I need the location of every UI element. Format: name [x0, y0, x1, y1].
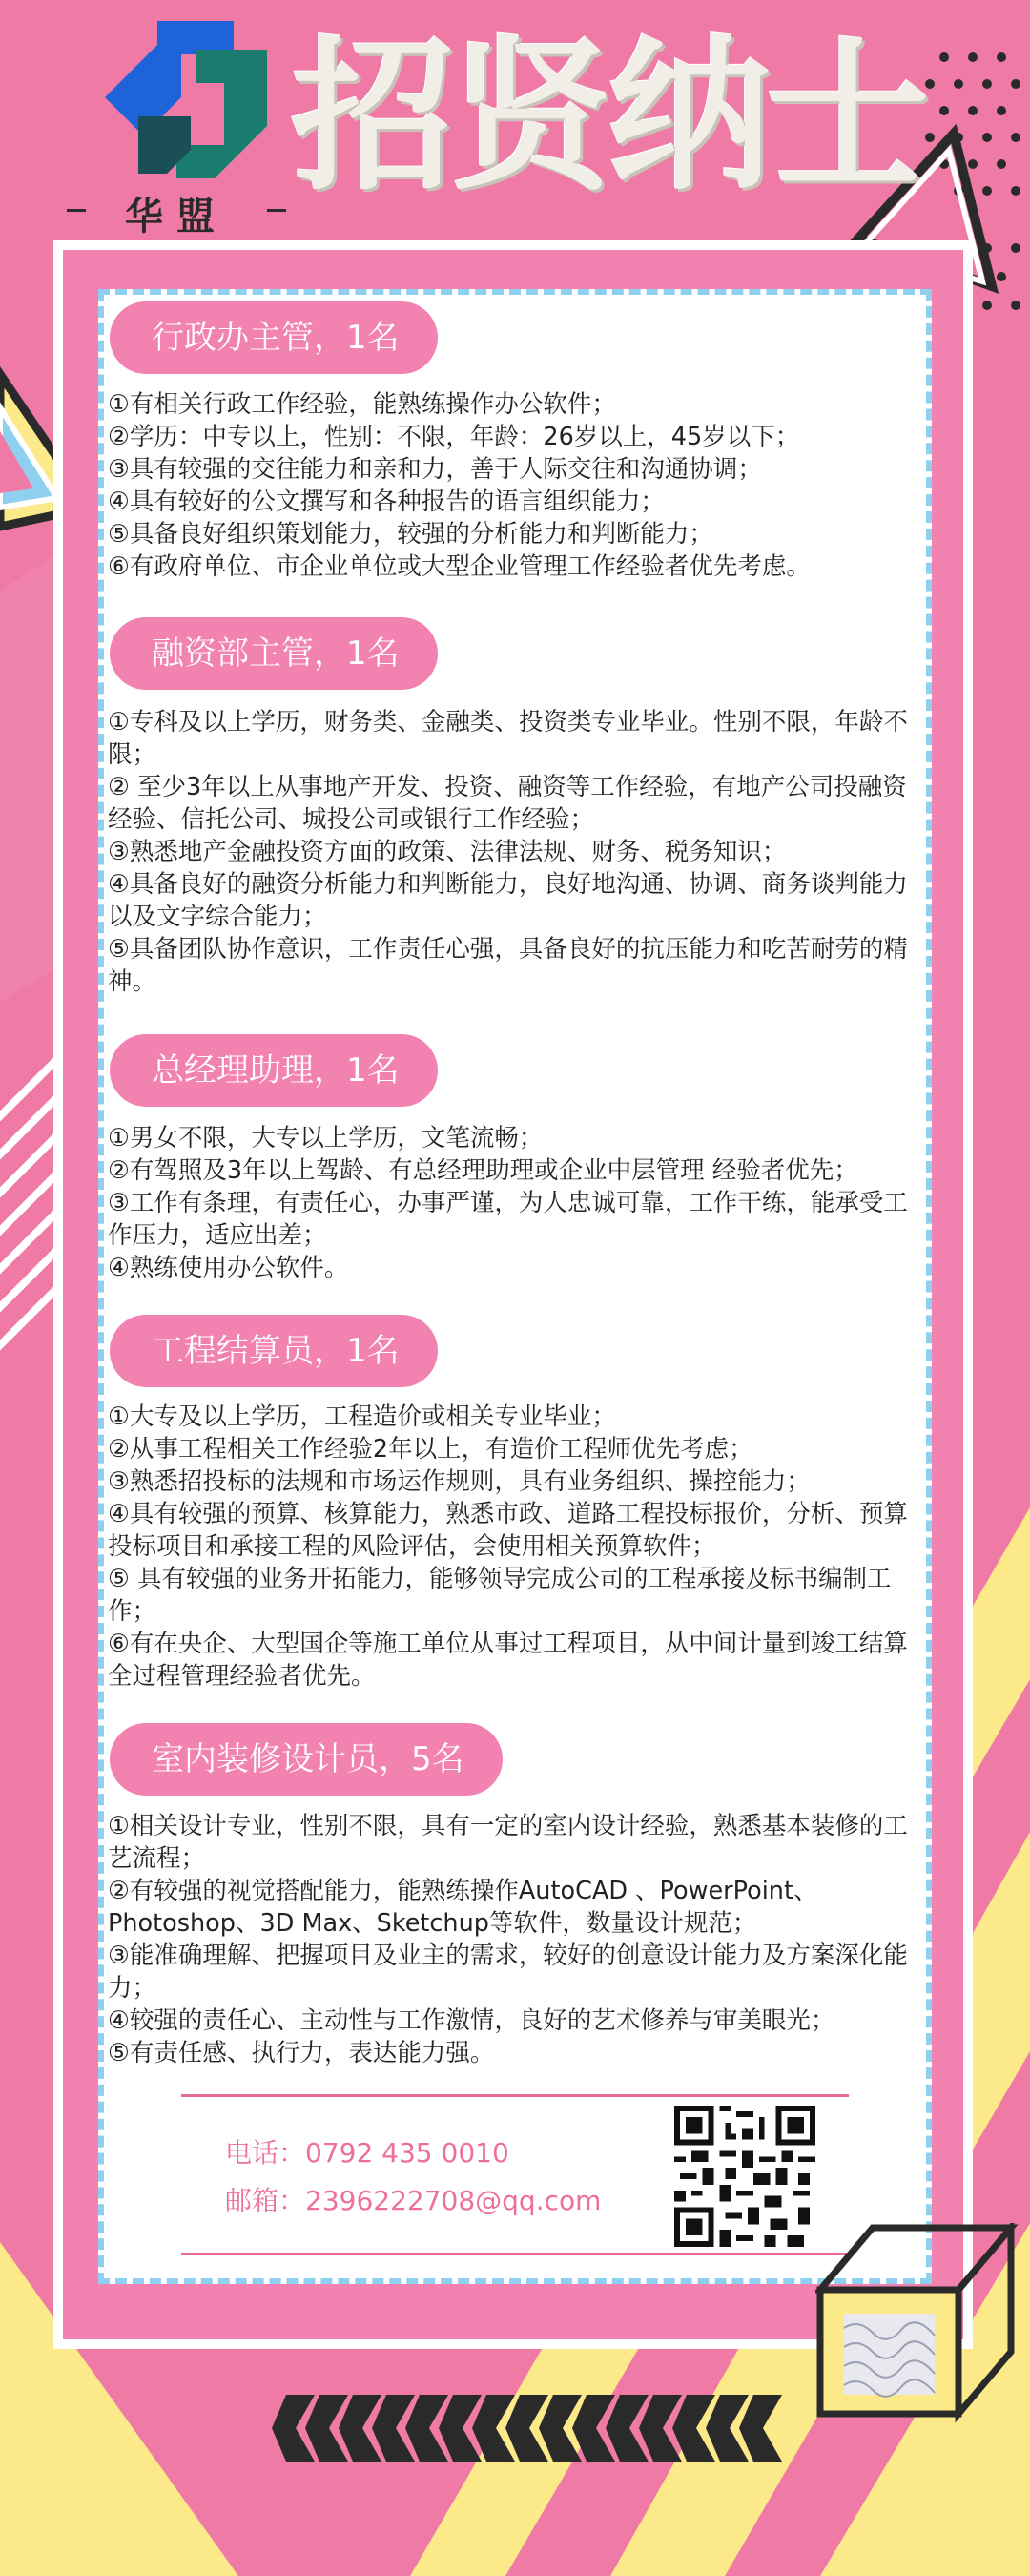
brand-name: 华盟 — [67, 186, 286, 234]
requirement-item: ①有相关行政工作经验，能熟练操作办公软件； — [108, 390, 616, 419]
requirement-item: ④具有较强的预算、核算能力，熟悉市政、道路工程投标报价，分析、预算投标项目和承接工程的风险评估，会使用相关预算软件； — [108, 1500, 908, 1561]
requirement-item: ② 至少3年以上从事地产开发、投资、融资等工作经验，有地产公司投融资经验、信托公司、城投公司或银行工作经验； — [108, 773, 907, 834]
requirement-item: ④较强的责任心、主动性与工作激情，良好的艺术修养与审美眼光； — [108, 2006, 835, 2035]
requirement-item: ①相关设计专业，性别不限，具有一定的室内设计经验，熟悉基本装修的工艺流程； — [108, 1812, 908, 1873]
requirement-item: ②学历：中专以上，性别：不限，年龄：26岁以上，45岁以下； — [108, 423, 800, 451]
position-requirements-list — [108, 388, 928, 583]
requirement-item: ③熟悉地产金融投资方面的政策、法律法规、财务、税务知识； — [108, 838, 787, 866]
position-requirements-list — [108, 1122, 928, 1284]
requirement-item: ⑥有政府单位、市企业单位或大型企业管理工作经验者优先考虑。 — [108, 552, 811, 581]
position-title-admin-supervisor: 行政办主管，1名 — [110, 301, 438, 374]
requirement-item: ③具有较强的交往能力和亲和力，善于人际交往和沟通协调； — [108, 455, 762, 484]
qr-code-icon — [674, 2106, 815, 2247]
brand-logo-icon — [91, 11, 281, 193]
requirement-item: ①专科及以上学历，财务类、金融类、投资类专业毕业。性别不限，年龄不限； — [108, 708, 908, 769]
requirement-item: ④具有较好的公文撰写和各种报告的语言组织能力； — [108, 488, 665, 516]
position-requirements-list — [108, 1810, 928, 2069]
requirement-item: ②有较强的视觉搭配能力，能熟练操作AutoCAD 、PowerPoint、Photoshop、3D Max、Sketchup等软件，数量设计规范； — [108, 1877, 818, 1938]
requirement-item: ③工作有条理，有责任心，办事严谨，为人忠诚可靠，工作干练，能承受工作压力，适应出差； — [108, 1189, 908, 1250]
requirement-item: ③能准确理解、把握项目及业主的需求，较好的创意设计能力及方案深化能力； — [108, 1942, 908, 2003]
position-requirements-list — [108, 1401, 928, 1693]
position-requirements-list — [108, 706, 928, 998]
contact-email: 邮箱：2396222708@qq.com — [225, 2185, 602, 2216]
requirement-item: ⑤ 具有较强的业务开拓能力，能够领导完成公司的工程承接及标书编制工作； — [108, 1565, 892, 1626]
position-title-financing-supervisor: 融资部主管，1名 — [110, 617, 438, 690]
requirement-item: ①男女不限，大专以上学历，文笔流畅； — [108, 1124, 544, 1153]
requirement-item: ②有驾照及3年以上驾龄、有总经理助理或企业中层管理 经验者优先； — [108, 1156, 858, 1185]
position-title-interior-designer: 室内装修设计员，5名 — [110, 1723, 503, 1796]
requirement-item: ⑤有责任感、执行力，表达能力强。 — [108, 2039, 495, 2067]
divider — [181, 2253, 849, 2255]
requirement-item: ①大专及以上学历，工程造价或相关专业毕业； — [108, 1402, 616, 1431]
divider — [181, 2094, 849, 2097]
requirement-item: ③熟悉招投标的法规和市场运作规则，具有业务组织、操控能力； — [108, 1467, 811, 1496]
requirement-item: ④熟练使用办公软件。 — [108, 1254, 349, 1282]
requirement-item: ⑤具备良好组织策划能力，较强的分析能力和判断能力； — [108, 520, 713, 549]
position-title-gm-assistant: 总经理助理，1名 — [110, 1034, 438, 1107]
requirement-item: ⑤具备团队协作意识，工作责任心强，具备良好的抗压能力和吃苦耐劳的精神。 — [108, 935, 908, 996]
position-title-cost-settlement: 工程结算员，1名 — [110, 1315, 438, 1387]
requirement-item: ②从事工程相关工作经验2年以上，有造价工程师优先考虑； — [108, 1435, 753, 1464]
requirement-item: ⑥有在央企、大型国企等施工单位从事过工程项目，从中间计量到竣工结算全过程管理经验者优先。 — [108, 1630, 908, 1691]
page-title: 招贤纳士 — [291, 21, 924, 213]
contact-phone: 电话：0792 435 0010 — [225, 2137, 509, 2169]
cube-decoration-icon — [815, 2223, 1020, 2423]
requirement-item: ④具备良好的融资分析能力和判断能力，良好地沟通、协调、商务谈判能力以及文字综合能力； — [108, 870, 908, 931]
